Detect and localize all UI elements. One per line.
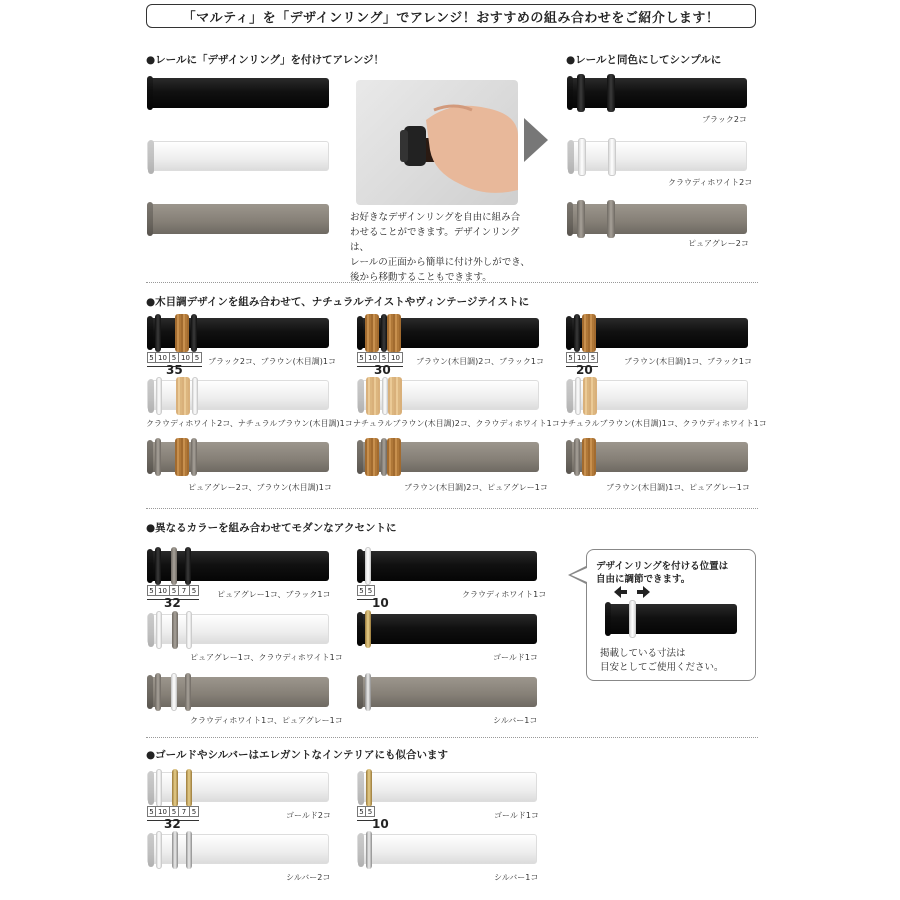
caption: ゴールド1コ <box>493 653 538 662</box>
dimension-labels: 5 5 <box>357 806 375 817</box>
ring <box>156 831 162 869</box>
ring <box>583 377 597 415</box>
ring <box>629 600 636 638</box>
section-title-simple: ●レールと同色にしてシンプルに <box>566 54 722 66</box>
ring <box>577 200 585 238</box>
rail-gray <box>357 677 537 707</box>
rail-white <box>357 772 537 802</box>
section-title-accent: ●異なるカラーを組み合わせてモダンなアクセントに <box>146 522 397 534</box>
description-text <box>350 210 535 285</box>
ring <box>155 547 161 585</box>
caption: ゴールド2コ <box>286 811 331 820</box>
rail-black <box>147 318 329 348</box>
desc-line: わせることができます。デザインリングは、 <box>350 227 520 253</box>
caption: ピュアグレー2コ <box>688 239 749 248</box>
divider <box>146 282 758 283</box>
rail-gray <box>147 204 329 234</box>
hand-illustration <box>356 80 518 205</box>
divider <box>146 737 758 738</box>
caption: ピュアグレー1コ、クラウディホワイト1コ <box>190 653 343 662</box>
section-title-wood: ●木目調デザインを組み合わせて、ナチュラルテイストやヴィンテージテイストに <box>146 296 530 308</box>
dimension-total: 10 <box>372 596 389 610</box>
divider <box>146 508 758 509</box>
ring <box>582 438 596 476</box>
caption: ピュアグレー2コ、ブラウン(木目調)1コ <box>188 483 332 492</box>
caption: ブラウン(木目調)1コ、ピュアグレー1コ <box>606 483 750 492</box>
rail-gray <box>147 442 329 472</box>
ring <box>176 377 190 415</box>
hand-attaching-ring-photo <box>356 80 518 205</box>
rail-black-simple <box>567 78 747 108</box>
ring <box>172 769 178 807</box>
dimension-labels: 5 10 5 10 <box>357 352 403 363</box>
dimension-total: 32 <box>164 596 181 610</box>
ring <box>191 438 197 476</box>
ring <box>175 314 189 352</box>
ring <box>192 377 198 415</box>
caption: シルバー1コ <box>493 716 538 725</box>
rail-white <box>357 834 537 864</box>
ring <box>172 611 178 649</box>
caption: クラウディホワイト1コ <box>462 590 547 599</box>
dimension-total: 20 <box>576 363 593 377</box>
dimension-labels: 5 5 <box>357 585 375 596</box>
ring <box>171 547 177 585</box>
caption: ナチュラルブラウン(木目調)2コ、クラウディホワイト1コ <box>353 419 560 428</box>
desc-line: レールの正面から簡単に付け外しができ、 <box>350 257 530 268</box>
caption: ブラウン(木目調)1コ、ブラック1コ <box>624 357 752 366</box>
ring <box>365 547 371 585</box>
rail-white <box>147 380 329 410</box>
caption: ブラック2コ <box>702 115 747 124</box>
ring <box>366 831 372 869</box>
caption: ナチュラルブラウン(木目調)1コ、クラウディホワイト1コ <box>560 419 767 428</box>
header-banner: 「マルティ」を「デザインリング」でアレンジ！おすすめの組み合わせをご紹介します！ <box>146 4 756 28</box>
ring <box>191 314 197 352</box>
ring <box>186 611 192 649</box>
callout-title: デザインリングを付ける位置は <box>596 561 729 572</box>
ring <box>365 610 371 648</box>
dimension-labels: 5 10 5 7 5 <box>147 585 199 596</box>
ring <box>578 138 586 176</box>
ring <box>172 831 178 869</box>
rail-black <box>147 551 329 581</box>
desc-line: お好きなデザインリングを自由に組み合 <box>350 212 521 223</box>
caption: ブラック2コ、ブラウン(木目調)1コ <box>208 357 336 366</box>
rail-white <box>357 380 539 410</box>
rail-white-simple <box>567 141 747 171</box>
section-title-elegant: ●ゴールドやシルバーはエレガントなインテリアにも似合います <box>146 749 448 761</box>
callout-note: 目安としてご使用ください。 <box>600 662 724 673</box>
ring <box>365 673 371 711</box>
section-title-design-ring: ●レールに「デザインリング」を付けてアレンジ！ <box>146 54 385 66</box>
ring <box>185 547 191 585</box>
arrow-right-icon <box>524 118 548 162</box>
rail-black <box>357 551 537 581</box>
desc-line: 後から移動することもできます。 <box>350 272 492 283</box>
ring <box>575 377 581 415</box>
rail-gray <box>147 677 329 707</box>
rail-white <box>147 614 329 644</box>
rail-gray <box>566 442 748 472</box>
ring <box>387 314 401 352</box>
rail-black-example <box>605 604 737 634</box>
caption: クラウディホワイト1コ、ピュアグレー1コ <box>190 716 343 725</box>
caption: ピュアグレー1コ、ブラック1コ <box>217 590 331 599</box>
caption: ゴールド1コ <box>494 811 539 820</box>
ring <box>155 438 161 476</box>
ring <box>388 377 402 415</box>
ring <box>387 438 401 476</box>
dimension-total: 32 <box>164 817 181 831</box>
rail-gray <box>357 442 539 472</box>
ring <box>156 611 162 649</box>
rail-black <box>357 614 537 644</box>
caption: シルバー2コ <box>286 873 331 882</box>
caption: シルバー1コ <box>494 873 539 882</box>
rail-gray-simple <box>567 204 747 234</box>
caption: クラウディホワイト2コ <box>668 178 753 187</box>
ring <box>365 314 379 352</box>
ring <box>582 314 596 352</box>
ring <box>156 377 162 415</box>
callout-tail-fill <box>571 568 587 582</box>
dimension-total: 30 <box>374 363 391 377</box>
ring <box>155 673 161 711</box>
ring <box>577 74 585 112</box>
rail-black <box>566 318 748 348</box>
ring <box>366 377 380 415</box>
ring <box>175 438 189 476</box>
dimension-labels: 5 10 5 10 5 <box>147 352 202 363</box>
ring <box>574 314 580 352</box>
rail-white <box>566 380 748 410</box>
caption: クラウディホワイト2コ、ナチュラルブラウン(木目調)1コ <box>146 419 353 428</box>
double-arrow-icon <box>612 585 652 599</box>
ring <box>186 831 192 869</box>
caption: ブラウン(木目調)2コ、ピュアグレー1コ <box>404 483 548 492</box>
ring <box>607 200 615 238</box>
rail-white <box>147 834 329 864</box>
dimension-labels: 5 10 5 <box>566 352 598 363</box>
ring <box>607 74 615 112</box>
rail-white <box>147 141 329 171</box>
ring <box>365 438 379 476</box>
ring <box>186 769 192 807</box>
rail-black <box>357 318 539 348</box>
dimension-total: 10 <box>372 817 389 831</box>
caption: ブラウン(木目調)2コ、ブラック1コ <box>416 357 544 366</box>
ring <box>366 769 372 807</box>
rail-white <box>147 772 329 802</box>
ring <box>608 138 616 176</box>
dimension-labels: 5 10 5 7 5 <box>147 806 199 817</box>
ring <box>185 673 191 711</box>
ring <box>574 438 580 476</box>
ring <box>155 314 161 352</box>
ring <box>171 673 177 711</box>
dimension-total: 35 <box>166 363 183 377</box>
callout-note: 掲載している寸法は <box>600 648 686 659</box>
rail-black <box>147 78 329 108</box>
ring <box>156 769 162 807</box>
callout-title: 自由に調節できます。 <box>596 574 691 585</box>
